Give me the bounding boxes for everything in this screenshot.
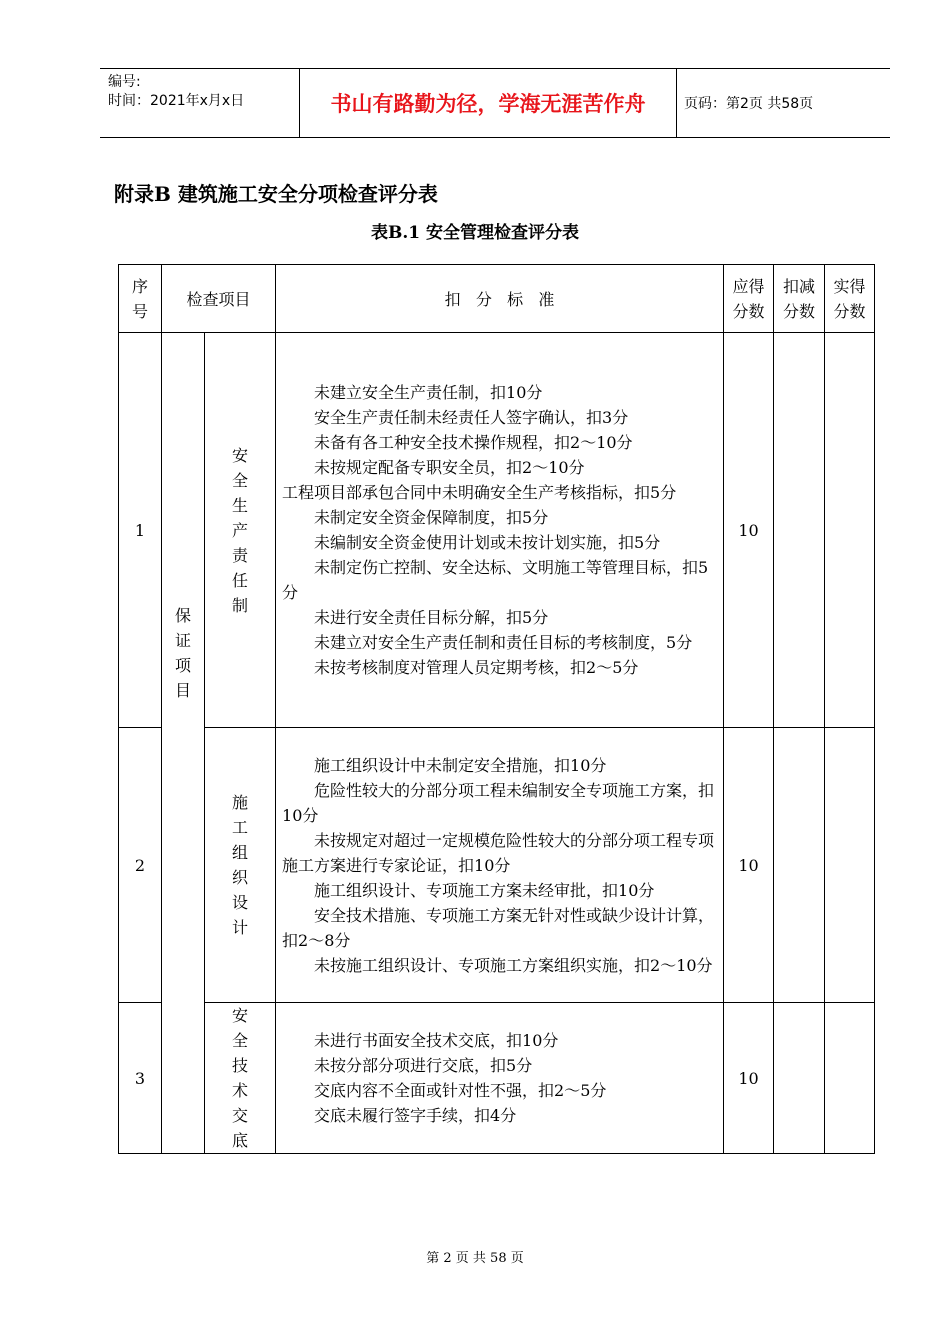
criterion: 未按规定配备专职安全员，扣2～10分 [314,458,585,477]
score-table [118,264,875,1154]
criterion: 未按考核制度对管理人员定期考核，扣2～5分 [314,658,639,677]
criterion: 工程项目部承包合同中未明确安全生产考核指标，扣5分 [282,483,677,502]
criterion: 未建立对安全生产责任制和责任目标的考核制度，5分 [314,633,693,652]
row-score: 10 [724,728,774,1003]
row-actual-cell[interactable] [825,1003,875,1154]
row-deduct-cell[interactable] [774,728,825,1003]
criterion: 安全技术措施、专项施工方案无针对性或缺少设计计算，扣2～8分 [282,905,715,950]
criterion: 未按分部分项进行交底，扣5分 [314,1056,533,1075]
row-seq: 1 [119,333,162,728]
row-criteria [276,728,724,1003]
criterion: 未备有各工种安全技术操作规程，扣2～10分 [314,433,633,452]
criterion: 未制定伤亡控制、安全达标、文明施工等管理目标，扣5分 [282,558,709,602]
page-header [100,68,890,138]
header-seq: 序号 [131,276,148,321]
criterion: 未进行书面安全技术交底，扣10分 [314,1031,559,1050]
table-row [119,728,875,1003]
table-title: 表B.1 安全管理检查评分表 [370,223,580,243]
criterion: 未进行安全责任目标分解，扣5分 [314,608,549,627]
criterion: 安全生产责任制未经责任人签字确认，扣3分 [314,408,629,427]
row-seq: 2 [119,728,162,1003]
row-item: 安全生产责任制 [231,445,248,615]
criterion: 施工组织设计、专项施工方案未经审批，扣10分 [314,880,655,900]
header-due: 应得分数 [732,276,765,321]
criterion: 未建立安全生产责任制，扣10分 [314,383,543,402]
time-label: 时间：2021年x月x日 [108,93,245,109]
row-deduct-cell[interactable] [774,1003,825,1154]
header-motto: 书山有路勤为径，学海无涯苦作舟 [300,69,677,137]
table-header-row [119,265,875,333]
criterion: 未编制安全资金使用计划或未按计划实施，扣5分 [314,533,661,552]
row-deduct-cell[interactable] [774,333,825,728]
criterion: 未按规定对超过一定规模危险性较大的分部分项工程专项施工方案进行专家论证，扣10分 [282,830,715,875]
header-actual: 实得分数 [833,276,866,321]
row-criteria [276,1003,724,1154]
header-page-label: 页码：第2页 共58页 [684,96,814,112]
group-label: 保证项目 [174,606,191,700]
number-label: 编号: [108,74,141,90]
table-row [119,1003,875,1154]
header-item: 检查项目 [186,290,251,309]
row-item: 安全技术交底 [231,1006,248,1150]
section-title: 附录B 建筑施工安全分项检查评分表 [114,182,438,206]
row-criteria [276,333,724,728]
header-meta [100,69,300,137]
page-footer: 第 2 页 共 58 页 [426,1251,524,1266]
row-item: 施工组织设计 [231,793,248,937]
criterion: 危险性较大的分部分项工程未编制安全专项施工方案，扣10分 [282,780,715,825]
criterion: 交底内容不全面或针对性不强，扣2～5分 [314,1081,607,1100]
criterion: 未制定安全资金保障制度，扣5分 [314,508,549,527]
row-score: 10 [724,1003,774,1154]
header-standard: 扣 分 标 准 [444,290,555,309]
row-score: 10 [724,333,774,728]
row-actual-cell[interactable] [825,333,875,728]
criterion: 施工组织设计中未制定安全措施，扣10分 [314,755,607,775]
row-actual-cell[interactable] [825,728,875,1003]
header-deduct: 扣减分数 [783,276,816,321]
table-row [119,333,875,728]
row-seq: 3 [119,1003,162,1154]
criterion: 交底未履行签字手续，扣4分 [314,1106,517,1125]
criterion: 未按施工组织设计、专项施工方案组织实施，扣2～10分 [314,955,713,975]
